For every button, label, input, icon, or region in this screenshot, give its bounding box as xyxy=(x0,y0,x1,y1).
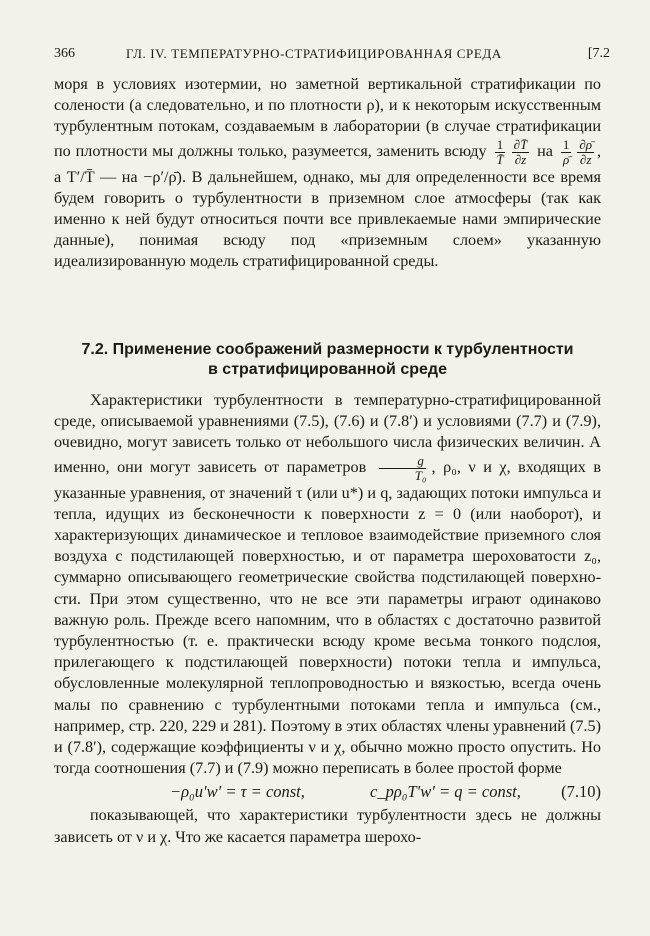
section-marker: [7.2 xyxy=(587,46,610,61)
paragraph-2-text-a: Характеристики турбулентности в температурно-стратифицированной среде, описываемой уравнениями (7.5), (7.6) и (7.8′) и условиями (7.7) и (7.9), очевидно, могут зависеть только от небольшого числа физических величин. А именно, они могут зависеть от параметров xyxy=(54,391,601,476)
running-title: ГЛ. IV. ТЕМПЕРАТУРНО-СТРАТИФИЦИРОВАННАЯ СРЕДА xyxy=(126,46,502,61)
section-heading-line-2: в стратифицированной среде xyxy=(208,361,447,378)
equation-7-10 xyxy=(54,779,601,805)
paragraph-1-text-a: моря в условиях изотермии, но заметной вертикальной стратификации по солености (а следовательно, и по плотности ρ), и к некоторым искусственным турбулентным потокам, создаваемым в лаборатории (в случае стратификации по плотности мы должны только, разумеется, заменить всюду xyxy=(54,75,601,160)
fraction-dT-dz: $\frac{\partial T̄}{\partial z}$ xyxy=(513,136,528,167)
equation-number: (7.10) xyxy=(561,782,601,802)
section-heading-line-1: 7.2. Применение соображений размерности к турбулентности xyxy=(81,341,574,358)
fraction-g-over-T0: $\frac{g}{\text{T₀}}$ xyxy=(377,454,429,483)
word-na: на xyxy=(537,141,553,160)
fraction-1-over-rho: $\frac{1}{\rhō}$ xyxy=(562,136,570,167)
page-number: 366 xyxy=(54,46,75,61)
fraction-drho-dz: $\frac{\partial\rhō}{\partial z}$ xyxy=(579,136,592,167)
fraction-1-over-T: $\frac{1}{T̄}$ xyxy=(496,136,504,167)
paragraph-2 xyxy=(54,390,601,848)
section-heading xyxy=(54,340,601,380)
paragraph-1 xyxy=(54,74,601,273)
running-header xyxy=(54,46,610,68)
paragraph-3: показывающей, что характеристики турбулентности здесь не должны зависеть от ν и χ. Что же касается параметра шерохо- xyxy=(54,806,601,846)
equation-right: c_pρ₀T′w′ = q = const, xyxy=(370,782,521,802)
paragraph-1-text-b: , а T′/T̄ — на −ρ′/ρ̄). В дальнейшем, однако, мы для определенности все время будем говорить о турбулентности в приземном слое атмосферы (так как именно к ней будут относиться почти все привлекаемые нами эмпирические данные), понимая всюду под «приземным слоем» указанную идеализированную модель стратифицированной среды. xyxy=(54,141,602,271)
equation-left: −ρ₀u′w′ = τ = const, xyxy=(170,782,305,802)
paragraph-2-text-b: , ρ₀, ν и χ, входящих в указанные уравнения, от значений τ (или u*) и q, задающих потоки импульса и тепла, идущих из бесконечности к поверхности z = 0 (или наоборот), и характеризующих динамическое и тепловое взаимодействие приземного слоя воздуха с подстилающей поверхностью, и от параметра шероховатости z₀, суммарно описывающего геометрические свойства подстилающей поверхности. При этом существенно, что не все эти параметры играют одинаково важную роль. Прежде всего напомним, что в областях с достаточно развитой турбулентностью (т. е. практически всюду кроме весьма тонкого подслоя, прилегающего к подстилающей поверхности) потоки тепла и импульса, обусловленные молекулярной теплопроводностью и вязкостью, всегда очень малы по сравнению с турбулентными потоками тепла и импульса (см., например, стр. 220, 229 и 281). Поэтому в этих областях члены уравнений (7.5) и (7.8′), содержащие коэффициенты ν и χ, обычно можно просто опустить. Но тогда соотношения (7.7) и (7.9) можно переписать в более простой форме xyxy=(54,457,602,778)
